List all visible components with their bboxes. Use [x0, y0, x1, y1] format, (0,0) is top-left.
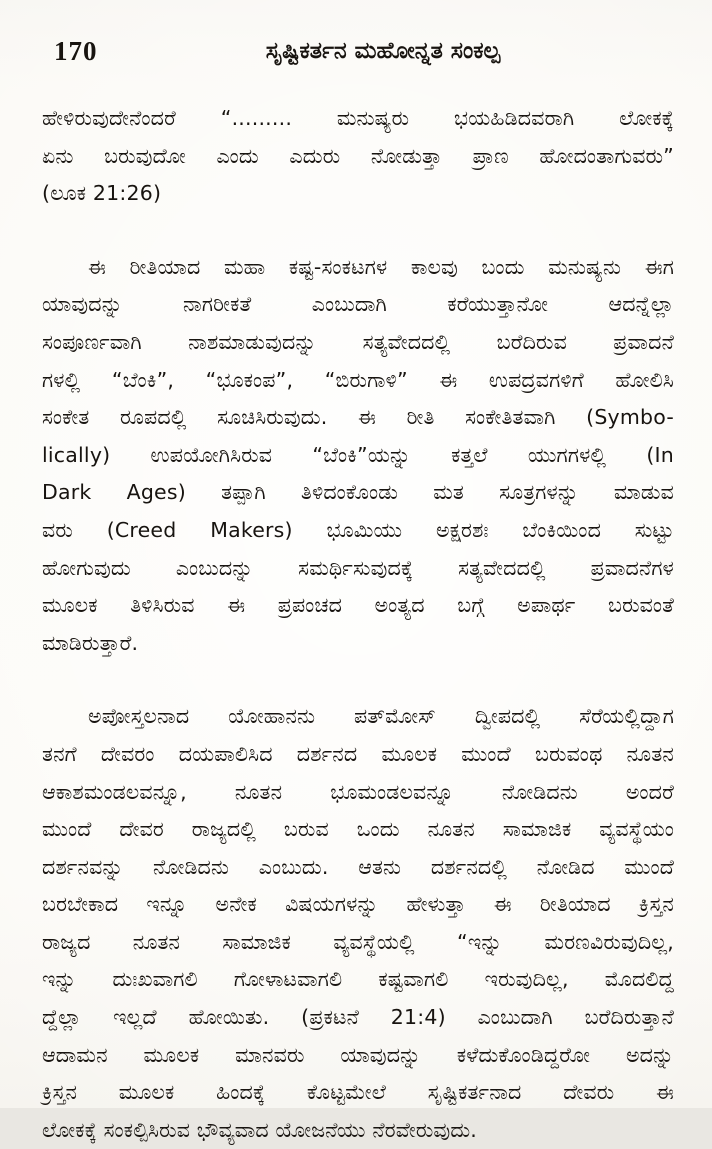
text-line: ಲೋಕಕ್ಕೆ ಸಂಕಲ್ಪಿಸಿರುವ ಭೌವ್ಯವಾದ ಯೋಜನೆಯು ನೆರವೇರುವುದು. [42, 1117, 478, 1142]
text-line: ಮೂಲಕ ತಿಳಿಸಿರುವ ಈ ಪ್ರಪಂಚದ ಅಂತ್ಯದ ಬಗ್ಗೆ ಅಪಾರ್ಥ ಬರುವಂತೆ [42, 593, 674, 618]
text-body [42, 100, 674, 1149]
text-line: ಇನ್ನು ದುಃಖವಾಗಲಿ ಗೋಳಾಟವಾಗಲಿ ಕಷ್ಟವಾಗಲಿ ಇರುವುದಿಲ್ಲ, ಮೊದಲಿದ್ದ [42, 967, 674, 992]
text-line: ಆಕಾಶಮಂಡಲವನ್ನೂ, ನೂತನ ಭೂಮಂಡಲವನ್ನೂ ನೋಡಿದನು ಅಂದರೆ [42, 779, 674, 804]
page-header-row [42, 34, 674, 86]
paragraph [42, 249, 674, 663]
text-line: ದ್ದೆಲ್ಲಾ ಇಲ್ಲದೆ ಹೋಯಿತು. (ಪ್ರಕಟನೆ 21:4) ಎಂಬುದಾಗಿ ಬರೆದಿರುತ್ತಾನೆ [42, 1005, 674, 1030]
text-line: ಸಂಪೂರ್ಣವಾಗಿ ನಾಶಮಾಡುವುದನ್ನು ಸತ್ಯವೇದದಲ್ಲಿ ಬರೆದಿರುವ ಪ್ರವಾದನೆ [42, 329, 674, 354]
text-line: lically) ಉಪಯೋಗಿಸಿರುವ “ಬೆಂಕಿ”ಯನ್ನು ಕತ್ತಲೆ ಯುಗಗಳಲ್ಲಿ (In [42, 442, 674, 467]
paragraph [42, 698, 674, 1149]
text-line: ವರು (Creed Makers) ಭೂಮಿಯು ಅಕ್ಷರಶಃ ಬೆಂಕಿಯಿಂದ ಸುಟ್ಟು [42, 517, 674, 542]
text-line: ತನಗೆ ದೇವರಂ ದಯಪಾಲಿಸಿದ ದರ್ಶನದ ಮೂಲಕ ಮುಂದೆ ಬರುವಂಥ ನೂತನ [42, 741, 674, 766]
text-line: ಸಂಕೇತ ರೂಪದಲ್ಲಿ ಸೂಚಿಸಿರುವುದು. ಈ ರೀತಿ ಸಂಕೇತಿತವಾಗಿ (Symbo- [42, 405, 674, 430]
text-line: ಯಾವುದನ್ನು ನಾಗರೀಕತೆ ಎಂಬುದಾಗಿ ಕರೆಯುತ್ತಾನೋ ಆದನ್ನೆಲ್ಲಾ [42, 292, 674, 317]
text-line: ಮುಂದೆ ದೇವರ ರಾಜ್ಯದಲ್ಲಿ ಬರುವ ಒಂದು ನೂತನ ಸಾಮಾಜಿಕ ವ್ಯವಸ್ಥೆಯಂ [42, 817, 674, 842]
text-line: ರಾಜ್ಯದ ನೂತನ ಸಾಮಾಜಿಕ ವ್ಯವಸ್ಥೆಯಲ್ಲಿ “ಇನ್ನು ಮರಣವಿರುವುದಿಲ್ಲ, [42, 929, 674, 954]
text-line: ಬರಬೇಕಾದ ಇನ್ನೂ ಅನೇಕ ವಿಷಯಗಳನ್ನು ಹೇಳುತ್ತಾ ಈ ರೀತಿಯಾದ ಕ್ರಿಸ್ತನ [42, 892, 674, 917]
text-line: ಆದಾಮನ ಮೂಲಕ ಮಾನವರು ಯಾವುದನ್ನು ಕಳೆದುಕೊಂಡಿದ್ದರೋ ಅದನ್ನು [42, 1042, 674, 1067]
text-line: ಗಳಲ್ಲಿ “ಬೆಂಕಿ”, “ಭೂಕಂಪ”, “ಬಿರುಗಾಳಿ” ಈ ಉಪದ್ರವಗಳಿಗೆ ಹೋಲಿಸಿ [42, 367, 674, 392]
text-line: ಏನು ಬರುವುದೋ ಎಂದು ಎದುರು ನೋಡುತ್ತಾ ಪ್ರಾಣ ಹೋದಂತಾಗುವರು” [42, 143, 674, 168]
text-line: ದರ್ಶನವನ್ನು ನೋಡಿದನು ಎಂಬುದು. ಆತನು ದರ್ಶನದಲ್ಲಿ ನೋಡಿದ ಮುಂದೆ [42, 854, 674, 879]
text-line: ಅಪೋಸ್ತಲನಾದ ಯೋಹಾನನು ಪತ್‌ಮೋಸ್ ದ್ವೀಪದಲ್ಲಿ ಸೆರೆಯಲ್ಲಿದ್ದಾಗ [88, 704, 674, 729]
paragraph [42, 100, 674, 213]
text-line: ಕ್ರಿಸ್ತನ ಮೂಲಕ ಹಿಂದಕ್ಕೆ ಕೊಟ್ಟಮೇಲೆ ಸೃಷ್ಟಿಕರ್ತನಾದ ದೇವರು ಈ [42, 1080, 674, 1105]
page-content [42, 34, 674, 1149]
text-line: (ಲೂಕ 21:26) [42, 181, 162, 206]
text-line: Dark Ages) ತಪ್ಪಾಗಿ ತಿಳಿದಂಕೊಂಡು ಮತ ಸೂತ್ರಗಳನ್ನು ಮಾಡುವ [42, 480, 674, 505]
text-line: ಮಾಡಿರುತ್ತಾರೆ. [42, 630, 139, 655]
text-line: ಈ ರೀತಿಯಾದ ಮಹಾ ಕಷ್ಟ-ಸಂಕಟಗಳ ಕಾಲವು ಬಂದು ಮನುಷ್ಯನು ಈಗ [88, 254, 674, 279]
text-line: ಹೇಳಿರುವುದೇನೆಂದರೆ “......... ಮನುಷ್ಯರು ಭಯಹಿಡಿದವರಾಗಿ ಲೋಕಕ್ಕೆ [42, 106, 674, 130]
running-header-title: ಸೃಷ್ಟಿಕರ್ತನ ಮಹೋನ್ನತ ಸಂಕಲ್ಪ [265, 38, 501, 64]
page-number: 170 [54, 36, 98, 66]
text-line: ಹೋಗುವುದು ಎಂಬುದನ್ನು ಸಮರ್ಥಿಸುವುದಕ್ಕೆ ಸತ್ಯವೇದದಲ್ಲಿ ಪ್ರವಾದನೆಗಳ [42, 555, 674, 580]
